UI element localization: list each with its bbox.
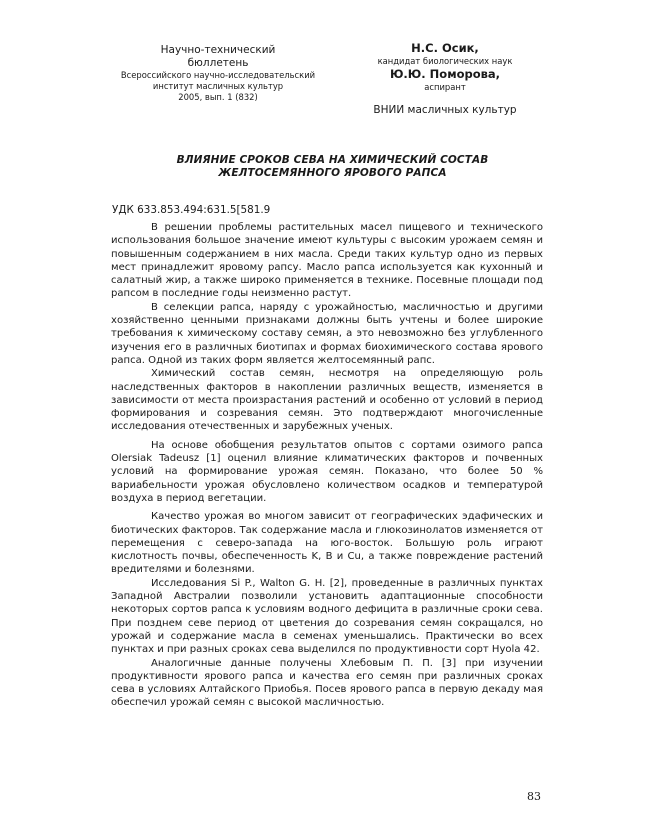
- paragraph: Исследования Si P., Walton G. H. [2], проведенные в различных пунктах Западной Австралии позволили установить адаптационные способности некоторых сортов рапса к условиям водного дефицита в различные сроки сева. При позднем севе период от цветения до созревания семян сокращался, но урожай и содержание масла в семенах уменьшались. Практически во всех пунктах и при разных сроках сева выделился по продуктивности сорт Hyola 42.: [111, 577, 543, 656]
- article-title: [110, 154, 555, 180]
- journal-name-line2: бюллетень: [187, 57, 249, 69]
- page-number: 83: [527, 790, 541, 803]
- publisher-line2: институт масличных культур: [152, 81, 284, 91]
- paragraph: Качество урожая во многом зависит от географических эдафических и биотических факторов. Так содержание масла и глюкозинолатов изменяется от перемещения с северо-запада на юго-восток. Большую роль играют кислотность почвы, обеспеченность K, B и Cu, а также повреждение растений вредителями и болезнями.: [111, 511, 543, 576]
- udc-code: УДК 633.853.494:631.5[581.9: [112, 204, 271, 216]
- journal-name-line1: Научно-технический: [160, 44, 276, 56]
- author1-name: Н.С. Осик,: [411, 41, 479, 55]
- paragraph: В решении проблемы растительных масел пищевого и технического использования большое значение имеют культуры с высоким урожаем семян и повышенным содержанием в них масла. Среди таких культур одно из первых мест принадлежит яровому рапсу. Масло рапса используется как кухонный и салатный жир, а также широко применяется в технике. Посевные площади под рапсом в последние годы неизменно растут.: [111, 222, 543, 300]
- paragraph: На основе обобщения результатов опытов с сортами озимого рапса Olersiak Tadeusz [1] оценил влияние климатических факторов и почвенных условий на формирование урожая семян. Показано, что более 50 % вариабельности урожая обусловлено количеством осадков и температурой воздуха в период вегетации.: [111, 439, 543, 504]
- author-institution: ВНИИ масличных культур: [373, 104, 517, 116]
- paragraph: Аналогичные данные получены Хлебовым П. П. [3] при изучении продуктивности ярового рапса и качества его семян при различных сроках сева в условиях Алтайского Приобья. Посев ярового рапса в первую декаду мая обеспечил урожай семян с высокой масличностью.: [111, 657, 543, 709]
- journal-info: [108, 44, 328, 103]
- publisher-line1: Всероссийского научно-исследовательский: [120, 70, 316, 80]
- author1-role: кандидат биологических наук: [377, 56, 513, 66]
- article-body: [111, 221, 543, 710]
- article-title-line2: ЖЕЛТОСЕМЯННОГО ЯРОВОГО РАПСА: [218, 167, 447, 179]
- article-title-line1: ВЛИЯНИЕ СРОКОВ СЕВА НА ХИМИЧЕСКИЙ СОСТАВ: [176, 154, 489, 166]
- author2-role: аспирант: [424, 82, 466, 92]
- issue-info: 2005, вып. 1 (832): [178, 92, 258, 102]
- paragraph: Химический состав семян, несмотря на определяющую роль наследственных факторов в накоплении различных веществ, изменяется в зависимости от места произрастания растений и особенно от условий в период формирования и созревания семян. Это подтверждают многочисленные исследования отечественных и зарубежных ученых.: [111, 368, 543, 433]
- paragraph: В селекции рапса, наряду с урожайностью, масличностью и другими хозяйственно ценными признаками должны быть учтены и более широкие требования к химическому составу семян, а это невозможно без углубленного изучения его в различных биотипах и формах биохимического состава ярового рапса. Одной из таких форм является желтосемянный рапс.: [111, 301, 543, 366]
- author2-name: Ю.Ю. Поморова,: [389, 67, 501, 81]
- authors-block: [370, 42, 520, 117]
